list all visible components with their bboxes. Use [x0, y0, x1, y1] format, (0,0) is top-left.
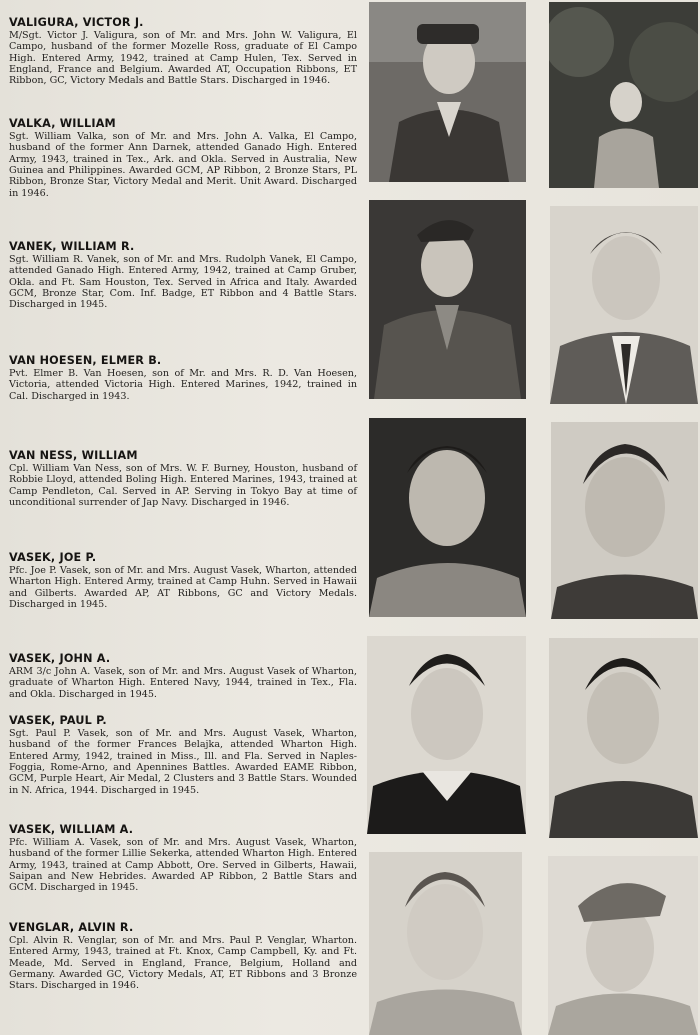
portrait-photo-vasek-john [367, 636, 526, 834]
entry-name: VALKA, WILLIAM [9, 117, 116, 130]
entry-text: Sgt. William Valka, son of Mr. and Mrs. John A. Valka, El Campo, husband of the former Ann Darnek, attended Ganado High. Entered Army, 1943, trained in Tex., Ark. and Okla. Served in Australia, New Guinea and Philippines. Awarded GCM, AP Ribbon, 2 Bronze Stars, PL Ribbon, Bronze Star, Victory Medal and Merit. Unit Award. Discharged in 1946. [9, 131, 357, 199]
entry-text: Pfc. William A. Vasek, son of Mr. and Mrs. August Vasek, Wharton, husband of the former Lillie Sekerka, attended Wharton High. Entered Army, 1943, trained at Camp Abbott, Ore. Served in Gilberts, Hawaii, Saipan and New Hebrides. Awarded AP Ribbon, 2 Battle Stars and GCM. Discharged in 1945. [9, 837, 357, 894]
entry-text: Cpl. William Van Ness, son of Mrs. W. F. Burney, Houston, husband of Robbie Lloyd, attended Boling High. Entered Marines, 1943, trained at Camp Pendleton, Cal. Served in AP. Serving in Tokyo Bay at time of unconditional surrender of Jap Navy. Discharged in 1946. [9, 463, 357, 509]
portrait-photo-vasek-joe [551, 422, 698, 619]
entry-name: VASEK, WILLIAM A. [9, 823, 134, 836]
entry-vanek [9, 240, 357, 311]
entry-vasek-joe [9, 551, 357, 610]
entry-text: ARM 3/c John A. Vasek, son of Mr. and Mrs. August Vasek of Wharton, graduate of Wharton High. Entered Navy, 1944, trained in Tex., Fla. and Okla. Discharged in 1945. [9, 666, 357, 700]
entry-vasek-william [9, 823, 357, 894]
portrait-photo-vasek-paul [549, 638, 698, 838]
entry-name: VENGLAR, ALVIN R. [9, 921, 134, 934]
entry-text: Pvt. Elmer B. Van Hoesen, son of Mr. and Mrs. R. D. Van Hoesen, Victoria, attended Victoria High. Entered Marines, 1942, trained in Cal. Discharged in 1943. [9, 368, 357, 402]
entry-text: M/Sgt. Victor J. Valigura, son of Mr. and Mrs. John W. Valigura, El Campo, husband of the former Mozelle Ross, graduate of El Campo High. Entered Army, 1942, trained at Camp Hulen, Tex. Served in England, France and Belgium. Awarded AT, Occupation Ribbons, ET Ribbon, GC, Victory Medals and Battle Stars. Discharged in 1946. [9, 30, 357, 87]
portrait-photo-venglar [548, 856, 698, 1035]
entry-van-ness [9, 449, 357, 508]
entry-text: Sgt. William R. Vanek, son of Mr. and Mrs. Rudolph Vanek, El Campo, attended Ganado High. Entered Army, 1942, trained at Camp Gruber, Okla. and Ft. Sam Houston, Tex. Served in Africa and Italy. Awarded GCM, Bronze Star, Com. Inf. Badge, ET Ribbon and 4 Battle Stars. Discharged in 1945. [9, 254, 357, 311]
entry-name: VAN HOESEN, ELMER B. [9, 354, 162, 367]
entry-name: VALIGURA, VICTOR J. [9, 16, 144, 29]
portrait-photo-van-ness [369, 418, 526, 617]
entry-van-hoesen [9, 354, 357, 402]
portrait-photo-valigura [369, 2, 526, 182]
entry-text: Cpl. Alvin R. Venglar, son of Mr. and Mrs. Paul P. Venglar, Wharton. Entered Army, 1943, trained at Ft. Knox, Camp Campbell, Ky. and Ft. Meade, Md. Served in England, France, Belgium, Holland and Germany. Awarded GC, Victory Medals, AT, ET Ribbons and 3 Bronze Stars. Discharged in 1946. [9, 935, 357, 992]
portrait-photo-vanek [369, 200, 526, 399]
portrait-photo-valka [549, 2, 698, 188]
entry-valka [9, 117, 357, 199]
entry-name: VASEK, JOHN A. [9, 652, 111, 665]
entry-name: VASEK, JOE P. [9, 551, 97, 564]
entry-vasek-john [9, 652, 357, 700]
entry-venglar [9, 921, 357, 992]
entry-vasek-paul [9, 714, 357, 796]
entry-text: Sgt. Paul P. Vasek, son of Mr. and Mrs. August Vasek, Wharton, husband of the former Frances Belajka, attended Wharton High. Entered Army, 1942, trained in Miss., Ill. and Fla. Served in Naples-Foggia, Rome-Arno, and Apennines Battles. Awarded EAME Ribbon, GCM, Purple Heart, Air Medal, 2 Clusters and 3 Battle Stars. Wounded in N. Africa, 1944. Discharged in 1945. [9, 728, 357, 796]
entry-name: VAN NESS, WILLIAM [9, 449, 138, 462]
entry-name: VASEK, PAUL P. [9, 714, 107, 727]
entry-text: Pfc. Joe P. Vasek, son of Mr. and Mrs. August Vasek, Wharton, attended Wharton High. Entered Army, trained at Camp Huhn. Served in Hawaii and Gilberts. Awarded AP, AT Ribbons, GC and Victory Medals. Discharged in 1945. [9, 565, 357, 611]
entry-name: VANEK, WILLIAM R. [9, 240, 135, 253]
portrait-photo-van-hoesen [550, 206, 698, 404]
service-records-column [9, 0, 361, 1035]
entry-valigura [9, 16, 357, 87]
portrait-photo-vasek-william [369, 852, 522, 1035]
